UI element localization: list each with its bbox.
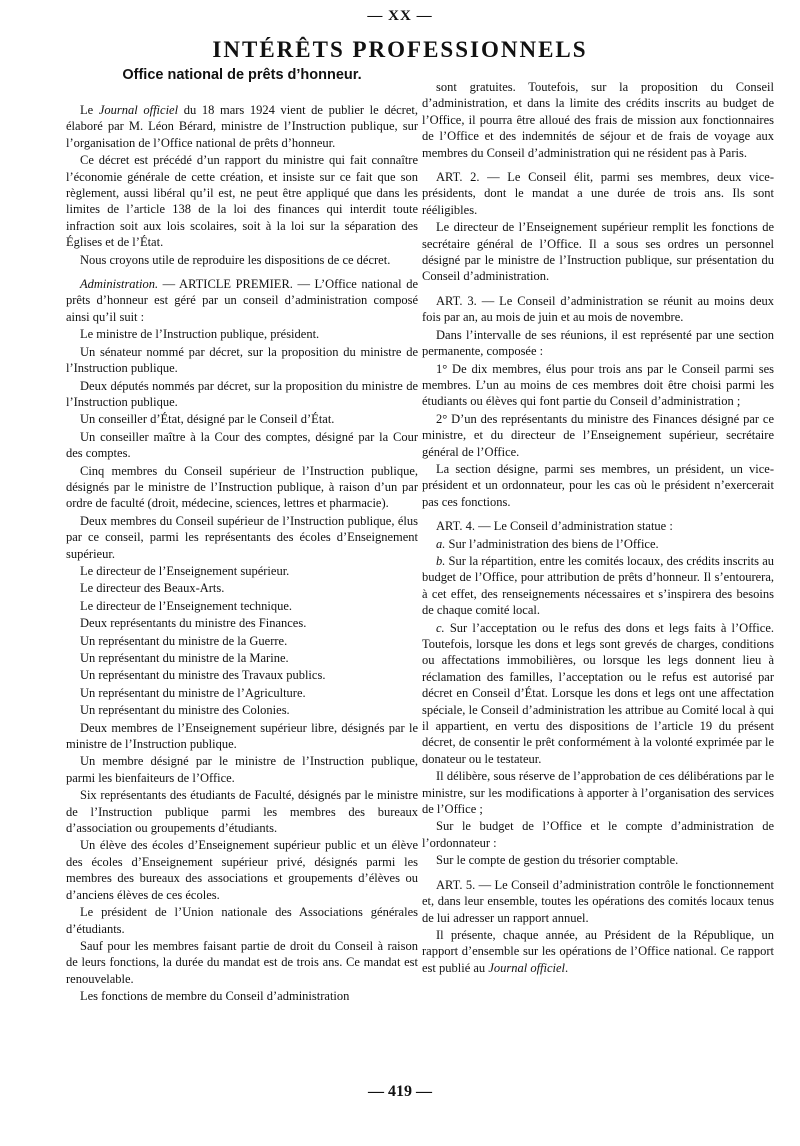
section-title: Office national de prêts d’honneur. [122,67,362,83]
paragraph: Un conseiller maître à la Cour des comptes, désigné par la Cour des comptes. [66,429,418,461]
right-column-paragraphs [422,79,774,976]
paragraph: Le directeur des Beaux-Arts. [80,581,225,596]
paragraph: Un représentant du ministre des Colonies. [80,703,290,718]
paragraph: Le président de l’Union nationale des Associations générales d’étudiants. [66,905,418,936]
paragraph: Un représentant du ministre de l’Agriculture. [80,685,306,700]
paragraph: Deux représentants du ministre des Finances. [80,616,307,631]
paragraph: ART. 3. — Le Conseil d’administration se réunit au moins deux fois par an, au mois de juin et au mois de novembre. [422,293,774,325]
paragraph: Le directeur de l’Enseignement technique. [80,598,293,613]
left-column [66,66,418,1006]
paragraph: Le directeur de l’Enseignement supérieur remplit les fonctions de secrétaire général de l’Office. Il a sous ses ordres un personnel désigné par le ministre de l’Instruction publique, sur présentation du Conseil d’administration. [422,220,774,284]
right-column [422,79,774,977]
paragraph: Il délibère, sous réserve de l’approbation de ces délibérations par le ministre, sur les modifications à apporter à l’organisation des services de l’Office ; [422,769,774,817]
paragraph: Administration. — ARTICLE PREMIER. — L’Office national de prêts d’honneur est géré par un conseil d’administration composé ainsi qu’il suit : [66,277,418,324]
page-roman-numeral: — XX — [367,8,433,24]
paragraph: Un représentant du ministre de la Marine. [80,651,289,665]
left-column-paragraphs [66,102,418,1005]
paragraph: ART. 5. — Le Conseil d’administration contrôle le fonctionnement et, dans leur ensemble, toutes les opérations des comités locaux tenus de lui adresser un rapport annuel. [422,877,774,925]
paragraph: Le directeur de l’Enseignement supérieur. [80,563,290,578]
paragraph: Sur le budget de l’Office et le compte d’administration de l’ordonnateur : [422,819,774,850]
paragraph: Un représentant du ministre des Travaux publics. [80,668,326,683]
paragraph: Les fonctions de membre du Conseil d’administration [80,989,350,1004]
paragraph: Dans l’intervalle de ses réunions, il est représenté par une section permanente, composée : [422,327,774,359]
paragraph: Un conseiller d’État, désigné par le Conseil d’État. [80,412,335,427]
page-title: INTÉRÊTS PROFESSIONNELS [212,37,588,62]
paragraph: a. Sur l’administration des biens de l’Office. [436,536,659,551]
paragraph: Un élève des écoles d’Enseignement supérieur public et un élève des écoles d’Enseignement supérieur privé, désignés parmi les membres des bureaux des associations et groupements d’élèves ou d’anciens élèves de ces écoles. [66,838,418,902]
paragraph: Sauf pour les membres faisant partie de droit du Conseil à raison de leurs fonctions, la durée du mandat est de trois ans. Ce mandat est renouvelable. [66,938,418,986]
paragraph: Ce décret est précédé d’un rapport du ministre qui fait connaître l’économie générale de cette création, et insiste sur ce fait que son règlement, aussi libéral qu’il est, ne peut être appliqué que dans les limites de l’article 138 de la loi des finances qui interdit toute infraction soit aux lois scolaires, soit à la loi sur la séparation des Églises et de l’État. [66,153,418,250]
paragraph: Deux députés nommés par décret, sur la proposition du ministre de l’Instruction publique. [66,378,418,409]
paragraph: La section désigne, parmi ses membres, un président, un vice-président et un ordonnateur, pour les cas où le président n’exercerait pas ces fonctions. [422,461,774,509]
paragraph: 1° De dix membres, élus pour trois ans par le Conseil parmi ses membres. L’un au moins de ces membres doit être choisi parmi les étudiants ou élèves qui font partie du Conseil d’administration ; [422,361,774,409]
paragraph: Un représentant du ministre de la Guerre. [80,633,288,648]
paragraph: Deux membres de l’Enseignement supérieur libre, désignés par le ministre de l’Instruction publique. [66,720,418,752]
paragraph: Nous croyons utile de reproduire les dispositions de ce décret. [80,252,391,267]
paragraph: b. Sur la répartition, entre les comités locaux, des crédits inscrits au budget de l’Office, pour attribution de prêts d’honneur. Il s’entourera, à cet effet, des renseignements nécessaires et s’inspirera des besoins de chaque comité local. [422,553,774,618]
paragraph: Sur le compte de gestion du trésorier comptable. [436,853,679,868]
paragraph: Six représentants des étudiants de Faculté, désignés par le ministre de l’Instruction publique parmi les membres des bureaux d’association ou groupements d’étudiants. [66,788,418,836]
paragraph: Le ministre de l’Instruction publique, président. [80,327,320,342]
page-number: — 419 — [368,1083,432,1100]
paragraph: ART. 2. — Le Conseil élit, parmi ses membres, deux vice-présidents, dont le mandat a une durée de trois ans. Ils sont rééligibles. [422,170,774,217]
paragraph: Un membre désigné par le ministre de l’Instruction publique, parmi les bienfaiteurs de l’Office. [66,754,418,785]
paragraph: Deux membres du Conseil supérieur de l’Instruction publique, élus par ce conseil, parmi les représentants des écoles d’Enseignement supérieur. [66,513,418,561]
paragraph: Le Journal officiel du 18 mars 1924 vient de publier le décret, élaboré par M. Léon Bérard, ministre de l’Instruction publique, sur l’organisation de l’Office national de prêts d’honneur. [66,103,418,150]
paragraph: c. Sur l’acceptation ou le refus des dons et legs faits à l’Office. Toutefois, lorsque les dons et legs sont grevés de charges, conditions ou affectations immobilières, ou lorsque les legs donnent lieu à réclamation des familles, l’acceptation ou le refus est autorisé par décret en Conseil d’État. Lorsque les dons et legs ont une affectation spéciale, le Conseil d’administration les attribue au Comité local à qui il appartient, en vertu des dispositions de l’article 19 du présent décret, de consentir le prêt conformément à la volonté exprimée par le donateur ou le testateur. [422,620,774,766]
paragraph: Il présente, chaque année, au Président de la République, un rapport d’ensemble sur les opérations de l’Office national. Ce rapport est publié au Journal officiel. [422,927,774,975]
paragraph: Cinq membres du Conseil supérieur de l’Instruction publique, désignés par le ministre de l’Instruction publique, à raison d’un par ordre de faculté (droit, médecine, sciences, lettres et pharmacie). [66,463,418,511]
paragraph: sont gratuites. Toutefois, sur la proposition du Conseil d’administration, et dans la limite des crédits inscrits au budget de l’Office, il pourra être alloué des frais de mission aux fonctionnaires de l’Office et des indemnités de séjour et de frais de voyage aux membres du Conseil d’administration qui ne résident pas à Paris. [422,80,774,160]
paragraph: Un sénateur nommé par décret, sur la proposition du ministre de l’Instruction publique. [66,344,418,376]
paragraph: 2° D’un des représentants du ministre des Finances désigné par ce ministre, et du directeur de l’Enseignement supérieur, secrétaire général de l’Office. [422,411,774,459]
paragraph: ART. 4. — Le Conseil d’administration statue : [436,519,673,534]
